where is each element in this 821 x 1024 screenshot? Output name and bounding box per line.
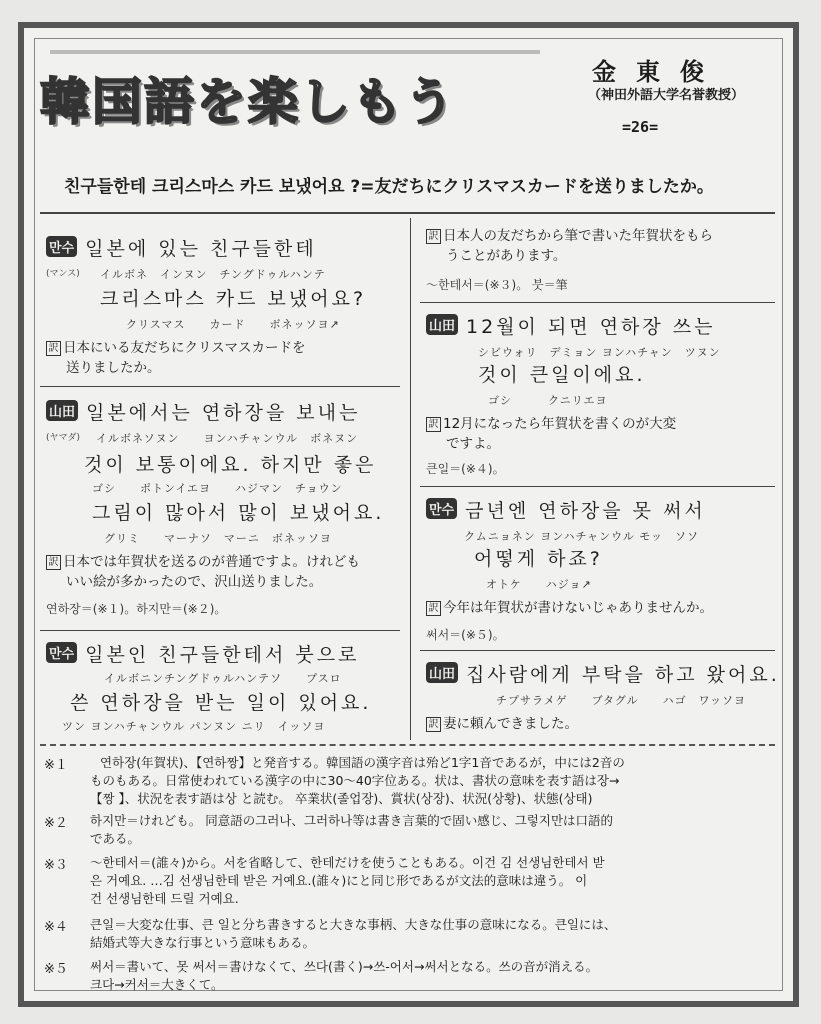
banner-decoration: [50, 50, 540, 54]
translation: いい絵が多かったので、沢山送りました。: [66, 574, 323, 590]
katakana-reading: グリミ マーナソ マーニ ボネッソヨ: [104, 532, 332, 545]
footnote-mark: ※５: [44, 962, 68, 977]
speaker-badge: 山田: [46, 400, 78, 421]
translation-mark: 訳: [426, 417, 441, 432]
dialogue-4-line-1: [426, 312, 716, 339]
katakana-reading: オトケ ハジョ↗: [486, 578, 592, 591]
rule-under-headline: [40, 212, 775, 214]
korean-text: 쓴 연하장을 받는 일이 있어요.: [70, 692, 372, 714]
translation-mark: 訳: [46, 341, 61, 356]
translation: 訳 日本にいる友だちにクリスマスカードを: [46, 336, 305, 356]
footnote-text: 하지만＝けれども。 同意語の그러나、그러하나等は書き言葉的で固い感じ、그렇지만は口語的: [90, 813, 614, 828]
translation: 送りましたか。: [66, 360, 161, 376]
speaker-badge: 만수: [426, 498, 457, 519]
footnote-text: 【짱 】、状況を表す語は상 と読む。 卒業状(졸업장)、賞状(상장)、状況(상황)、状態(상태): [90, 791, 593, 806]
translation: 訳 妻に頼んできました。: [426, 712, 578, 732]
translation-mark: 訳: [426, 717, 441, 732]
korean-text: 일본에서는 연하장을 보내는: [86, 402, 361, 424]
footnote-text: ～한테서＝(誰々)から。서を省略して、한테だけを使うこともある。이건 김 선생님한테서 받: [90, 855, 605, 870]
footnote-mark: ※１: [44, 758, 68, 773]
translation: 訳 12月になったら年賀状を書くのが大変: [426, 412, 676, 432]
right-rule-2: [420, 486, 775, 487]
headline: 친구들한테 크리스마스 카드 보냈어요 ?=友だちにクリスマスカードを送りましたか。: [64, 177, 714, 197]
footnote-separator: [40, 744, 775, 746]
katakana-reading: ゴシ クニリエヨ: [488, 394, 608, 407]
katakana-reading: チプサラメゲ ブタグル ハゴ ワッソヨ: [496, 694, 747, 707]
footnote-text: 큰일＝大変な仕事、큰 일と分ち書きすると大きな事柄、大きな仕事の意味になる。큰일には、: [90, 917, 617, 932]
footnote-mark: ※４: [44, 920, 68, 935]
vocab-note: 써서＝(※５)。: [426, 628, 505, 642]
footnote-text: 건 선생님한테 드릴 거예요.: [90, 891, 239, 906]
translation-mark: 訳: [46, 555, 61, 570]
translation-mark: 訳: [426, 601, 441, 616]
dialogue-1-line-1: [46, 234, 317, 261]
footnote-mark: ※３: [44, 858, 68, 873]
korean-text: 일본에 있는 친구들한테: [85, 238, 317, 260]
dialogue-2-line-1: [46, 398, 360, 425]
katakana-reading: クリスマス カード ボネッソヨ↗: [126, 318, 340, 331]
speaker-badge: 만수: [46, 642, 77, 663]
translation-mark: 訳: [426, 229, 441, 244]
korean-text: 금년엔 연하장을 못 써서: [465, 500, 706, 522]
korean-text: 크리스마스 카드 보냈어요?: [100, 288, 367, 310]
korean-text: 집사람에게 부탁을 하고 왔어요.: [466, 664, 780, 686]
speaker-badge: 山田: [426, 314, 458, 335]
issue-number: =26=: [622, 118, 659, 136]
footnote-text: 연하장(年賀状)、【연하짱】と発音する。韓国語の漢字音は殆ど1字1音であるが，中には2音の: [100, 755, 625, 770]
speaker-ruby: (マンス): [46, 269, 80, 279]
korean-text: 12월이 되면 연하장 쓰는: [466, 316, 716, 338]
speaker-badge: 山田: [426, 662, 458, 683]
katakana-reading: ゴシ ポトンイエヨ ハジマン チョウン: [92, 482, 343, 495]
translation: ですよ。: [446, 436, 500, 452]
footnote-text: 크다→커서＝大きくて。: [90, 977, 224, 992]
right-rule-3: [420, 650, 775, 651]
katakana-reading: イルボネ インヌン チングドゥルハンテ: [100, 268, 326, 281]
footnote-text: である。: [90, 831, 141, 846]
korean-text: 것이 보통이에요. 하지만 좋은: [84, 454, 377, 476]
korean-text: 것이 큰일이에요.: [478, 364, 646, 386]
vocab-note: ～한테서＝(※３)。 붓＝筆: [426, 278, 568, 292]
footnote-text: 은 거예요. …김 선생님한테 받은 거예요.(誰々)にと同じ形であるが文法的意味は違う。 이: [90, 873, 588, 888]
vocab-note: 연하장＝(※１)。하지만＝(※２)。: [46, 602, 227, 616]
translation: 訳 日本では年賀状を送るのが普通ですよ。けれども: [46, 550, 360, 570]
footnote-text: 써서＝書いて、못 써서＝書けなくて、쓰다(書く)→쓰-어서→써서となる。쓰の音が消える。: [90, 959, 599, 974]
dialogue-6-line-1: [426, 660, 780, 687]
footnote-text: ものもある。日常使われている漢字の中に30～40字位ある。状は、書状の意味を表す語は장→: [90, 773, 620, 788]
korean-text: 어떻게 하죠?: [474, 548, 603, 570]
footnote-mark: ※２: [44, 816, 68, 831]
translation: 訳 日本人の友だちから筆で書いた年賀状をもら: [426, 224, 713, 244]
korean-text: 일본인 친구들한테서 붓으로: [85, 644, 360, 666]
dialogue-3-line-1: [46, 640, 359, 667]
left-rule-1: [40, 386, 400, 387]
vocab-note: 큰일＝(※４)。: [426, 462, 505, 476]
korean-text: 그림이 많아서 많이 보냈어요.: [92, 502, 385, 524]
speaker-badge: 만수: [46, 236, 77, 257]
column-title: 韓国語を楽しもう: [40, 73, 456, 131]
footnote-text: 結婚式等大きな行事という意味もある。: [90, 935, 316, 950]
katakana-reading: ツン ヨンハチャンウル パンヌン ニリ イッソヨ: [62, 720, 326, 733]
right-rule-1: [420, 302, 775, 303]
katakana-reading: イルボネソヌン ヨンハチャンウル ボネヌン: [96, 432, 359, 445]
translation: うことがあります。: [446, 248, 567, 264]
dialogue-5-line-1: [426, 496, 706, 523]
author-name: 金東俊: [592, 57, 724, 86]
left-rule-2: [40, 630, 400, 631]
katakana-reading: シビウォリ デミョン ヨンハチャン ツヌン: [478, 346, 721, 359]
translation: 訳 今年は年賀状が書けないじゃありませんか。: [426, 596, 713, 616]
katakana-reading: イルボニンチングドゥルハンテソ プスロ: [104, 672, 342, 685]
column-divider: [410, 218, 411, 740]
speaker-ruby: (ヤマダ): [46, 433, 81, 443]
katakana-reading: クムニョネン ヨンハチャンウル モッ ソソ: [464, 530, 700, 543]
author-affiliation: （神田外語大学名誉教授）: [588, 88, 745, 103]
